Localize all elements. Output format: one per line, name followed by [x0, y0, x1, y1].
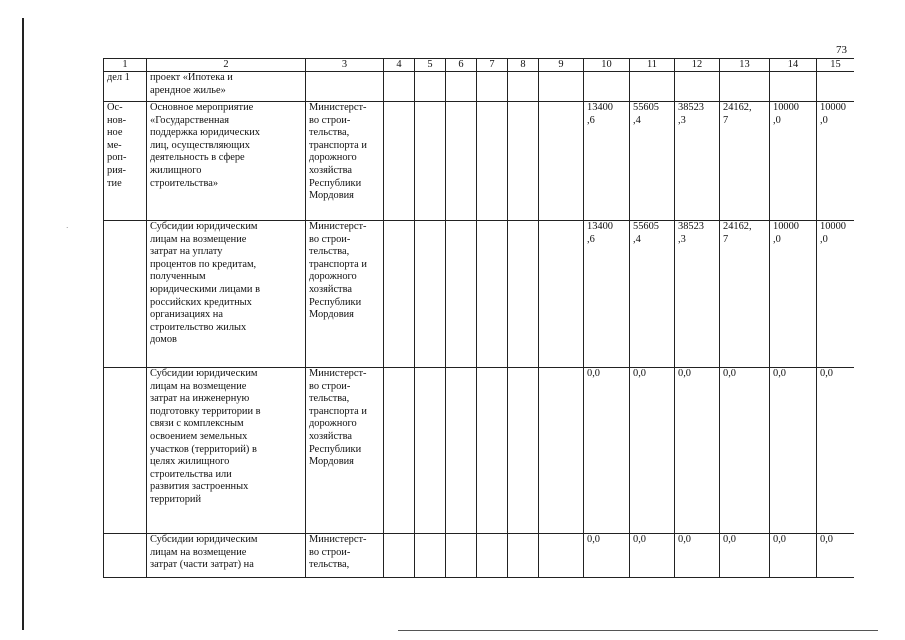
empty-cell	[446, 368, 477, 534]
empty-cell	[539, 72, 584, 102]
table-row	[104, 534, 855, 578]
table-row	[104, 102, 855, 221]
value-cell: 0,0	[584, 368, 630, 534]
value-cell: 24162, 7	[720, 221, 770, 368]
col-header: 6	[446, 59, 477, 72]
value-cell: 0,0	[675, 368, 720, 534]
value-cell: 0,0	[770, 534, 817, 578]
row-executor-cell: Министерст- во строи- тельства,	[306, 534, 384, 578]
empty-cell	[446, 72, 477, 102]
col-header: 15	[817, 59, 855, 72]
col-header: 1	[104, 59, 147, 72]
empty-cell	[508, 72, 539, 102]
row-title-cell: Субсидии юридическим лицам на возмещение затрат на уплату процентов по кредитам, полученным юридическими лицами в российских кредитных организациях на строительство жилых домов	[147, 221, 306, 368]
col-header: 11	[630, 59, 675, 72]
budget-table	[103, 58, 854, 578]
value-cell: 13400 ,6	[584, 102, 630, 221]
empty-cell	[446, 534, 477, 578]
value-cell: 38523 ,3	[675, 102, 720, 221]
empty-cell	[539, 534, 584, 578]
empty-cell	[508, 102, 539, 221]
empty-cell	[508, 534, 539, 578]
row-executor-cell	[306, 72, 384, 102]
col-header: 2	[147, 59, 306, 72]
value-cell	[770, 72, 817, 102]
empty-cell	[415, 102, 446, 221]
row-title-cell: Субсидии юридическим лицам на возмещение затрат на инженерную подготовку территории в связи с комплексным освоением земельных участков (территорий) в целях жилищного строительства или развития застроенных территорий	[147, 368, 306, 534]
value-cell	[675, 72, 720, 102]
empty-cell	[477, 72, 508, 102]
row-executor-cell: Министерст- во строи- тельства, транспорта и дорожного хозяйства Республики Мордовия	[306, 221, 384, 368]
empty-cell	[384, 534, 415, 578]
col-header: 5	[415, 59, 446, 72]
row-section-cell	[104, 368, 147, 534]
empty-cell	[477, 221, 508, 368]
col-header: 4	[384, 59, 415, 72]
col-header: 3	[306, 59, 384, 72]
row-section-cell	[104, 534, 147, 578]
empty-cell	[384, 72, 415, 102]
value-cell: 13400 ,6	[584, 221, 630, 368]
empty-cell	[446, 102, 477, 221]
empty-cell	[384, 221, 415, 368]
empty-cell	[384, 102, 415, 221]
empty-cell	[477, 102, 508, 221]
value-cell: 55605 ,4	[630, 221, 675, 368]
value-cell: 38523 ,3	[675, 221, 720, 368]
value-cell: 0,0	[630, 368, 675, 534]
value-cell: 0,0	[770, 368, 817, 534]
row-title-cell: Субсидии юридическим лицам на возмещение затрат (части затрат) на	[147, 534, 306, 578]
col-header: 12	[675, 59, 720, 72]
value-cell: 0,0	[720, 368, 770, 534]
empty-cell	[415, 534, 446, 578]
row-executor-cell: Министерст- во строи- тельства, транспорта и дорожного хозяйства Республики Мордовия	[306, 102, 384, 221]
value-cell: 0,0	[584, 534, 630, 578]
col-header: 14	[770, 59, 817, 72]
col-header: 13	[720, 59, 770, 72]
row-title-cell: Основное мероприятие «Государственная поддержка юридических лиц, осуществляющих деятельность в сфере жилищного строительства»	[147, 102, 306, 221]
empty-cell	[477, 534, 508, 578]
empty-cell	[446, 221, 477, 368]
budget-table-wrapper	[103, 58, 854, 580]
empty-cell	[415, 221, 446, 368]
value-cell	[817, 72, 855, 102]
col-header: 8	[508, 59, 539, 72]
value-cell: 0,0	[817, 368, 855, 534]
value-cell: 10000 ,0	[817, 221, 855, 368]
empty-cell	[384, 368, 415, 534]
scan-left-edge	[22, 18, 24, 630]
empty-cell	[508, 368, 539, 534]
value-cell	[630, 72, 675, 102]
scan-bottom-line	[398, 630, 878, 631]
row-section-cell: дел 1	[104, 72, 147, 102]
value-cell: 10000 ,0	[817, 102, 855, 221]
col-header: 7	[477, 59, 508, 72]
scan-speck: ·	[66, 224, 69, 232]
value-cell: 55605 ,4	[630, 102, 675, 221]
page-number: 73	[836, 44, 847, 56]
empty-cell	[477, 368, 508, 534]
empty-cell	[415, 368, 446, 534]
col-header: 10	[584, 59, 630, 72]
value-cell: 0,0	[630, 534, 675, 578]
empty-cell	[539, 368, 584, 534]
table-row	[104, 72, 855, 102]
row-title-cell: проект «Ипотека и арендное жилье»	[147, 72, 306, 102]
empty-cell	[539, 102, 584, 221]
empty-cell	[539, 221, 584, 368]
table-row	[104, 368, 855, 534]
row-section-cell	[104, 221, 147, 368]
col-header: 9	[539, 59, 584, 72]
value-cell: 24162, 7	[720, 102, 770, 221]
row-executor-cell: Министерст- во строи- тельства, транспорта и дорожного хозяйства Республики Мордовия	[306, 368, 384, 534]
column-number-row	[104, 59, 855, 72]
row-section-cell: Ос- нов- ное ме- роп- рия- тие	[104, 102, 147, 221]
value-cell	[720, 72, 770, 102]
value-cell	[584, 72, 630, 102]
empty-cell	[508, 221, 539, 368]
value-cell: 0,0	[817, 534, 855, 578]
value-cell: 0,0	[675, 534, 720, 578]
value-cell: 10000 ,0	[770, 102, 817, 221]
empty-cell	[415, 72, 446, 102]
table-row	[104, 221, 855, 368]
value-cell: 10000 ,0	[770, 221, 817, 368]
value-cell: 0,0	[720, 534, 770, 578]
